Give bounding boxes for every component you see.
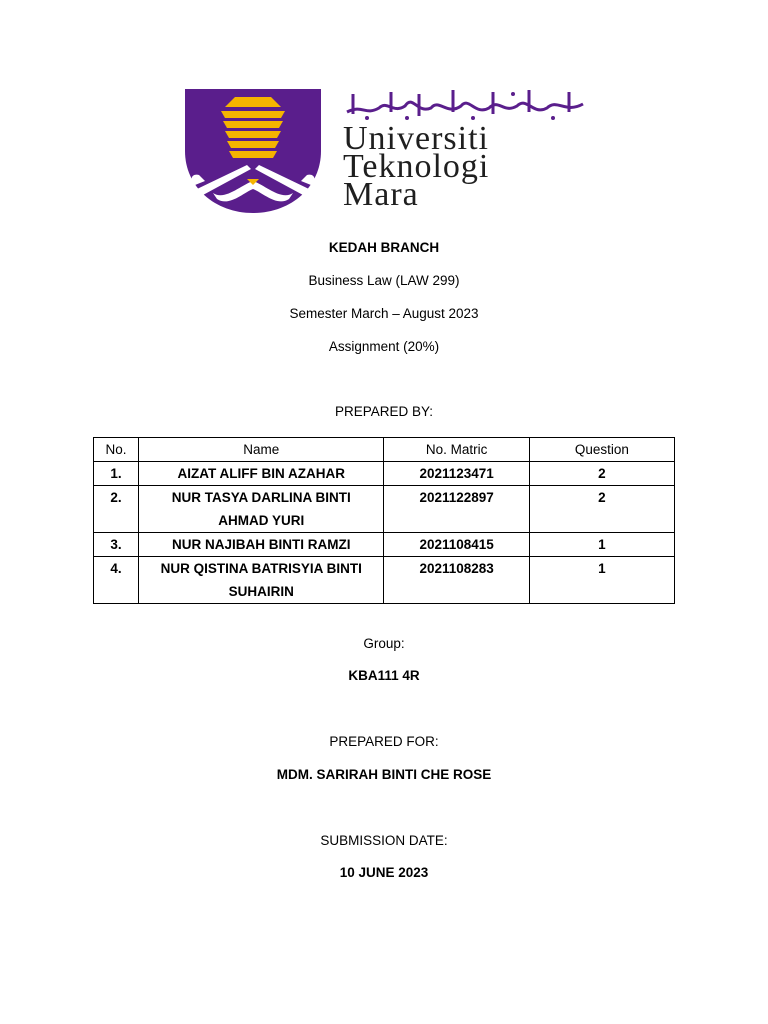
column-header-question: Question	[529, 438, 674, 462]
jawi-logotype	[343, 86, 588, 122]
row-matric: 2021108415	[384, 533, 529, 557]
row-name	[139, 486, 384, 533]
row-question: 2	[529, 486, 674, 533]
table-row	[94, 533, 675, 557]
column-header-matric: No. Matric	[384, 438, 529, 462]
assignment-line: Assignment (20%)	[328, 339, 440, 354]
table-row	[94, 557, 675, 604]
row-no: 3.	[94, 533, 139, 557]
row-question: 2	[529, 462, 674, 486]
row-name-line1: NUR QISTINA BATRISYIA BINTI	[160, 561, 362, 576]
row-no: 1.	[94, 462, 139, 486]
row-question: 1	[529, 533, 674, 557]
row-name-line2: AHMAD YURI	[218, 513, 305, 528]
row-name-line2: SUHAIRIN	[228, 584, 294, 599]
row-matric: 2021123471	[384, 462, 529, 486]
row-no: 4.	[94, 557, 139, 604]
table-row	[94, 462, 675, 486]
row-no: 2.	[94, 486, 139, 533]
row-name-line1: NUR TASYA DARLINA BINTI	[171, 490, 351, 505]
uitm-emblem-icon	[185, 89, 321, 213]
prepared-for-value: MDM. SARIRAH BINTI CHE ROSE	[276, 767, 492, 782]
row-name	[139, 557, 384, 604]
row-name: AIZAT ALIFF BIN AZAHAR	[139, 462, 384, 486]
branch-title: KEDAH BRANCH	[328, 240, 440, 255]
prepared-by-label: PREPARED BY:	[334, 404, 434, 419]
submission-date-value: 10 JUNE 2023	[339, 865, 429, 880]
row-question: 1	[529, 557, 674, 604]
table-row	[94, 486, 675, 533]
semester-line: Semester March – August 2023	[289, 306, 479, 321]
course-title: Business Law (LAW 299)	[308, 273, 460, 288]
group-label: Group:	[363, 636, 405, 651]
submission-date-label: SUBMISSION DATE:	[320, 833, 448, 848]
table-header-row	[94, 438, 675, 462]
logo-word-mara: Mara	[343, 176, 419, 213]
group-value: KBA111 4R	[348, 668, 420, 683]
uitm-logo	[185, 86, 595, 214]
row-matric: 2021108283	[384, 557, 529, 604]
row-matric: 2021122897	[384, 486, 529, 533]
logo-word-universiti: Universiti	[343, 120, 489, 157]
logo-word-teknologi: Teknologi	[343, 148, 490, 185]
column-header-name: Name	[139, 438, 384, 462]
column-header-no: No.	[94, 438, 139, 462]
row-name: NUR NAJIBAH BINTI RAMZI	[139, 533, 384, 557]
prepared-for-label: PREPARED FOR:	[329, 734, 439, 749]
members-table	[93, 437, 675, 604]
